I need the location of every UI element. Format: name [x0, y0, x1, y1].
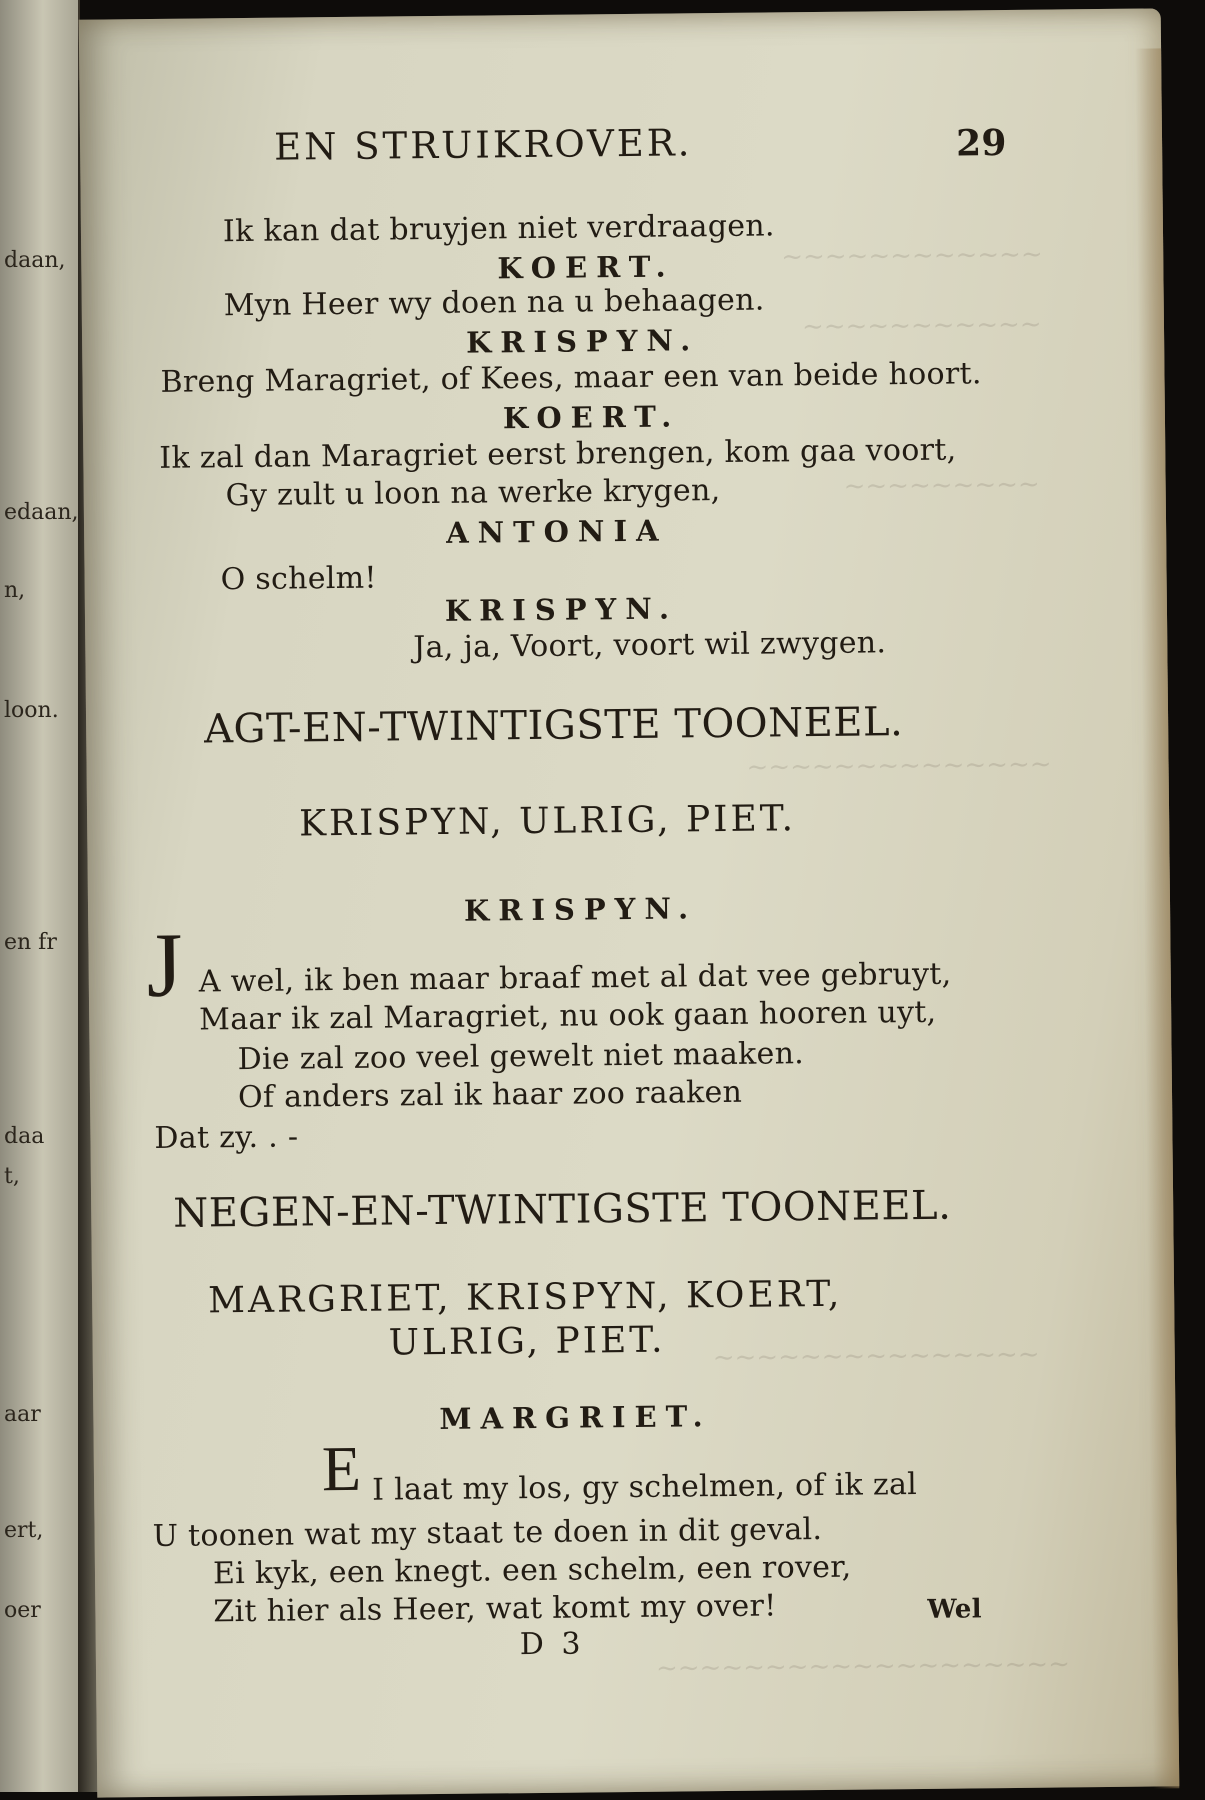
- verse-line: U toonen wat my staat te doen in dit geval.: [152, 1512, 823, 1555]
- facing-page-fragment: daa: [4, 1124, 45, 1149]
- facing-page-fragment: daan,: [4, 248, 66, 273]
- speaker-antonia: ANTONIA: [445, 513, 668, 550]
- show-through-text: ~~~~~~~~~~~~: [781, 239, 1043, 273]
- scene-heading: AGT-EN-TWINTIGSTE TOONEEL.: [203, 699, 904, 753]
- verse-line: Breng Maragriet, of Kees, maar een van beide hoort.: [160, 356, 982, 400]
- verse-line: Ik zal dan Maragriet eerst brengen, kom gaa voort,: [159, 432, 957, 476]
- facing-page-fragment: ert,: [4, 1518, 44, 1543]
- verse-line: Ja, ja, Voort, voort wil zwygen.: [413, 625, 887, 666]
- verse-line: Dat zy. . -: [154, 1119, 299, 1156]
- signature-mark: D 3: [519, 1626, 585, 1663]
- facing-page-fragment: edaan,: [4, 500, 79, 525]
- drop-cap: J: [146, 913, 183, 1017]
- verse-line: A wel, ik ben maar braaf met al dat vee gebruyt,: [198, 956, 952, 1000]
- drop-cap: E: [321, 1432, 362, 1505]
- show-through-text: ~~~~~~~~~~~~~~~~~~~: [655, 1649, 1071, 1684]
- verse-line: Ik kan dat bruyjen niet verdraagen.: [222, 208, 775, 250]
- scene-heading: NEGEN-EN-TWINTIGSTE TOONEEL.: [172, 1182, 952, 1237]
- facing-page-fragment: loon.: [4, 698, 59, 723]
- running-head: EN STRUIKROVER.: [273, 121, 693, 169]
- page-number: 29: [955, 122, 1007, 165]
- verse-line: Die zal zoo veel gewelt niet maaken.: [237, 1036, 805, 1078]
- book-page: [79, 8, 1180, 1797]
- facing-page-fragment: aar: [4, 1402, 41, 1427]
- verse-line: Myn Heer wy doen na u behaagen.: [223, 282, 765, 324]
- show-through-text: ~~~~~~~~~~~: [801, 309, 1042, 343]
- show-through-text: ~~~~~~~~~~~~~~~: [712, 1339, 1040, 1374]
- verse-line: Gy zult u loon na werke krygen,: [225, 473, 721, 514]
- scene-cast: MARGRIET, KRISPYN, KOERT,: [207, 1273, 843, 1322]
- verse-line: Of anders zal ik haar zoo raaken: [237, 1074, 743, 1116]
- speaker-margriet: MARGRIET.: [439, 1399, 712, 1437]
- facing-page-fragment: n,: [4, 578, 26, 603]
- speaker-krispyn: KRISPYN.: [465, 323, 700, 360]
- speaker-krispyn: KRISPYN.: [463, 891, 698, 928]
- facing-page-fragment: t,: [4, 1164, 20, 1189]
- verse-line: Maar ik zal Maragriet, nu ook gaan hooren uyt,: [199, 994, 937, 1038]
- show-through-text: ~~~~~~~~~~~~~~: [746, 749, 1052, 783]
- verse-line: O schelm!: [220, 560, 377, 598]
- speaker-krispyn: KRISPYN.: [444, 591, 679, 628]
- facing-page-edge: [0, 0, 80, 1792]
- scene-cast: KRISPYN, ULRIG, PIET.: [298, 798, 797, 845]
- verse-line: I laat my los, gy schelmen, of ik zal: [371, 1467, 918, 1508]
- page-edge-shading: [1135, 48, 1179, 1788]
- verse-line: Ei kyk, een knegt. een schelm, een rover,: [212, 1549, 852, 1592]
- facing-page-fragment: en fr: [4, 930, 57, 955]
- verse-line: Zit hier als Heer, wat komt my over!: [213, 1588, 777, 1630]
- scene-cast: ULRIG, PIET.: [388, 1319, 666, 1364]
- facing-page-fragment: oer: [4, 1598, 41, 1623]
- speaker-koert: KOERT.: [497, 249, 675, 286]
- show-through-text: ~~~~~~~~~: [843, 469, 1040, 502]
- speaker-koert: KOERT.: [502, 399, 681, 436]
- catchword: Wel: [927, 1594, 982, 1625]
